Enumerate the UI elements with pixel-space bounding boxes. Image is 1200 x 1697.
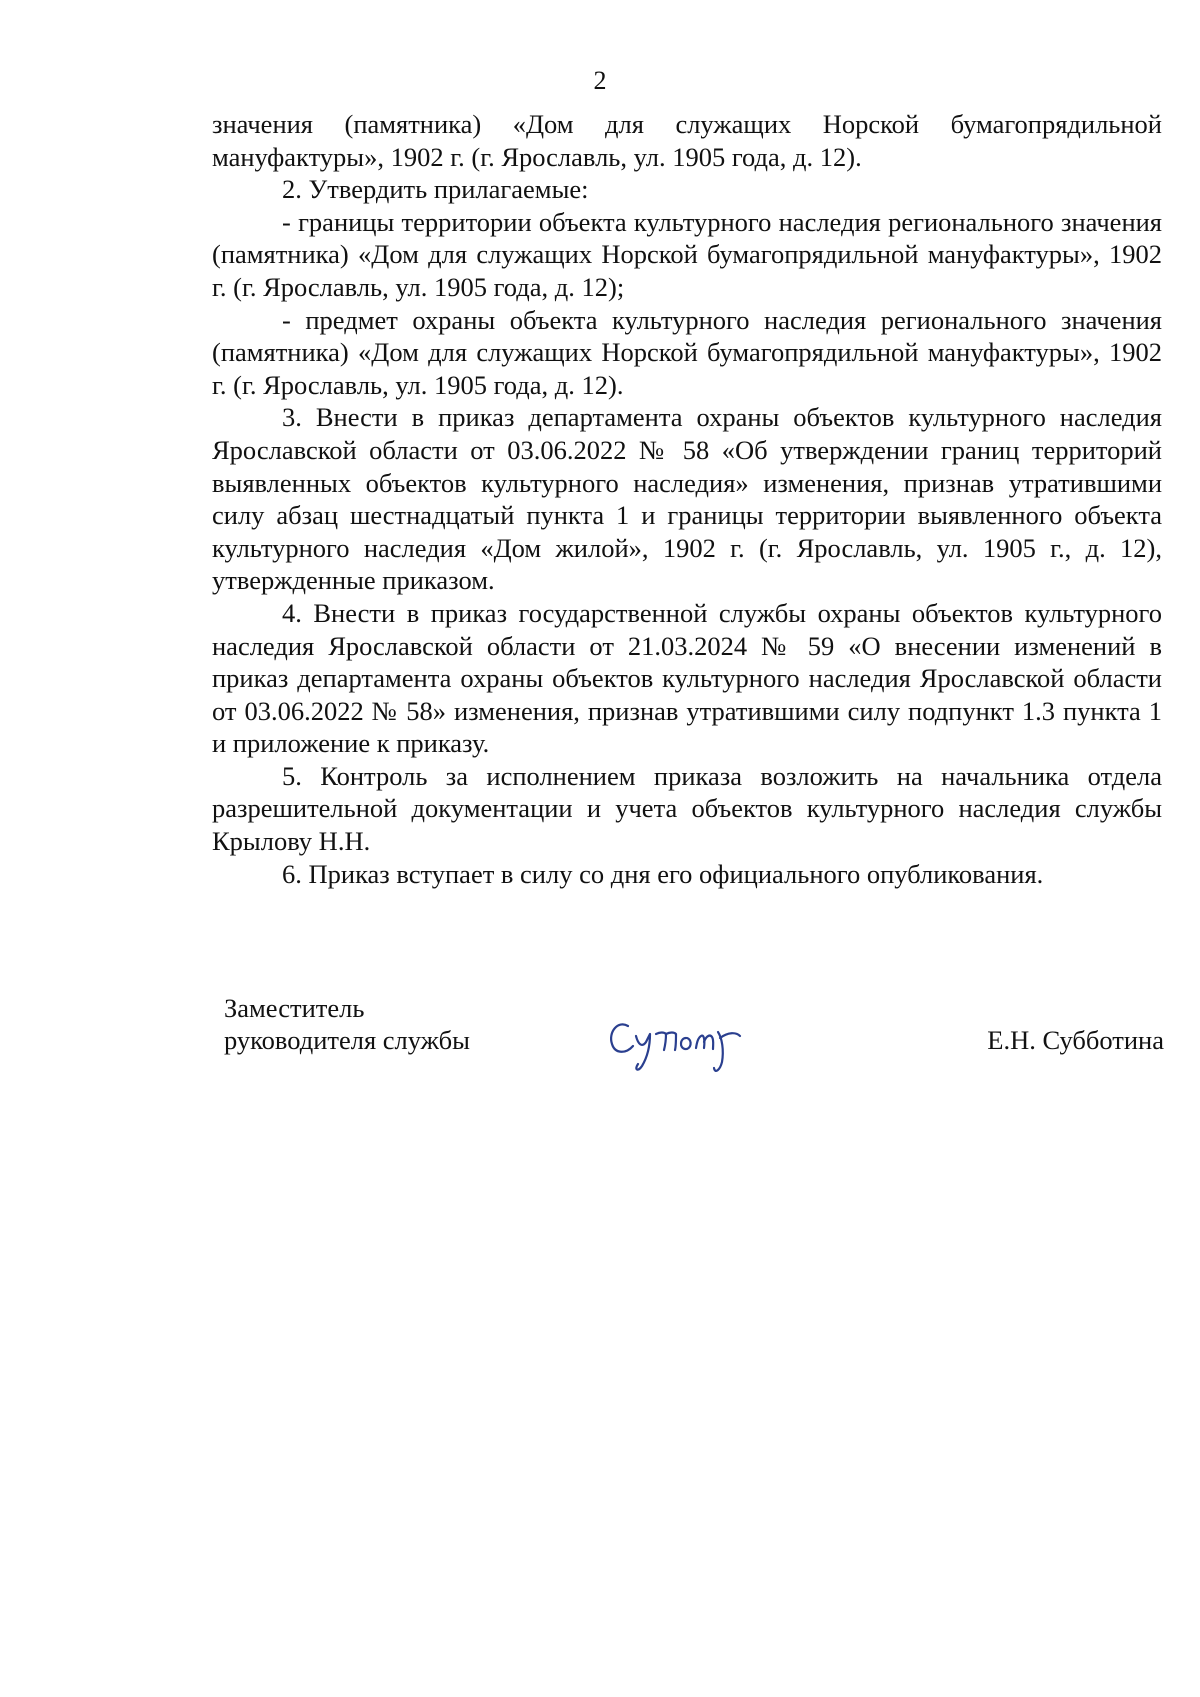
paragraph-item-4: 4. Внести в приказ государственной службы охраны объектов культурного наследия Ярославской области от 21.03.2024 № 59 «О внесении изменений в приказ департамента охраны объектов культурного наследия Ярославской области от 03.06.2022 № 58» изменения, признав утратившими силу подпункт 1.3 пункта 1 и приложение к приказу.: [212, 597, 1162, 759]
paragraph-item-3: 3. Внести в приказ департамента охраны объектов культурного наследия Ярославской области от 03.06.2022 № 58 «Об утверждении границ территорий выявленных объектов культурного наследия» изменения, признав утратившими силу абзац шестнадцатый пункта 1 и границы территории выявленного объекта культурного наследия «Дом жилой», 1902 г. (г. Ярославль, ул. 1905 г., д. 12), утвержденные приказом.: [212, 402, 1162, 596]
signatory-position-line-2: руководителя службы: [224, 1025, 470, 1055]
paragraph-continuation: значения (памятника) «Дом для служащих Норской бумагопрядильной мануфактуры», 1902 г. (г. Ярославль, ул. 1905 года, д. 12).: [212, 109, 1162, 172]
paragraph-item-2: 2. Утвердить прилагаемые:: [282, 174, 589, 205]
paragraph-item-2-boundaries: - границы территории объекта культурного наследия регионального значения (памятника) «Дом для служащих Норской бумагопрядильной мануфактуры», 1902 г. (г. Ярославль, ул. 1905 года, д. 12);: [212, 206, 1162, 302]
signatory-position: [224, 992, 544, 1056]
paragraph-item-2-protection-subject: - предмет охраны объекта культурного наследия регионального значения (памятника) «Дом для служащих Норской бумагопрядильной мануфактуры», 1902 г. (г. Ярославль, ул. 1905 года, д. 12).: [212, 304, 1162, 400]
signature-block: [224, 992, 1164, 1092]
signatory-position-line-1: Заместитель: [224, 993, 365, 1023]
handwritten-signature: [606, 1010, 756, 1080]
paragraph-item-5: 5. Контроль за исполнением приказа возложить на начальника отдела разрешительной документации и учета объектов культурного наследия службы Крылову Н.Н.: [212, 760, 1162, 857]
signatory-name: Е.Н. Субботина: [987, 1025, 1164, 1055]
page-number: 2: [593, 66, 607, 95]
paragraph-item-6: 6. Приказ вступает в силу со дня его официального опубликования.: [282, 858, 1044, 889]
document-body: [212, 108, 1162, 890]
